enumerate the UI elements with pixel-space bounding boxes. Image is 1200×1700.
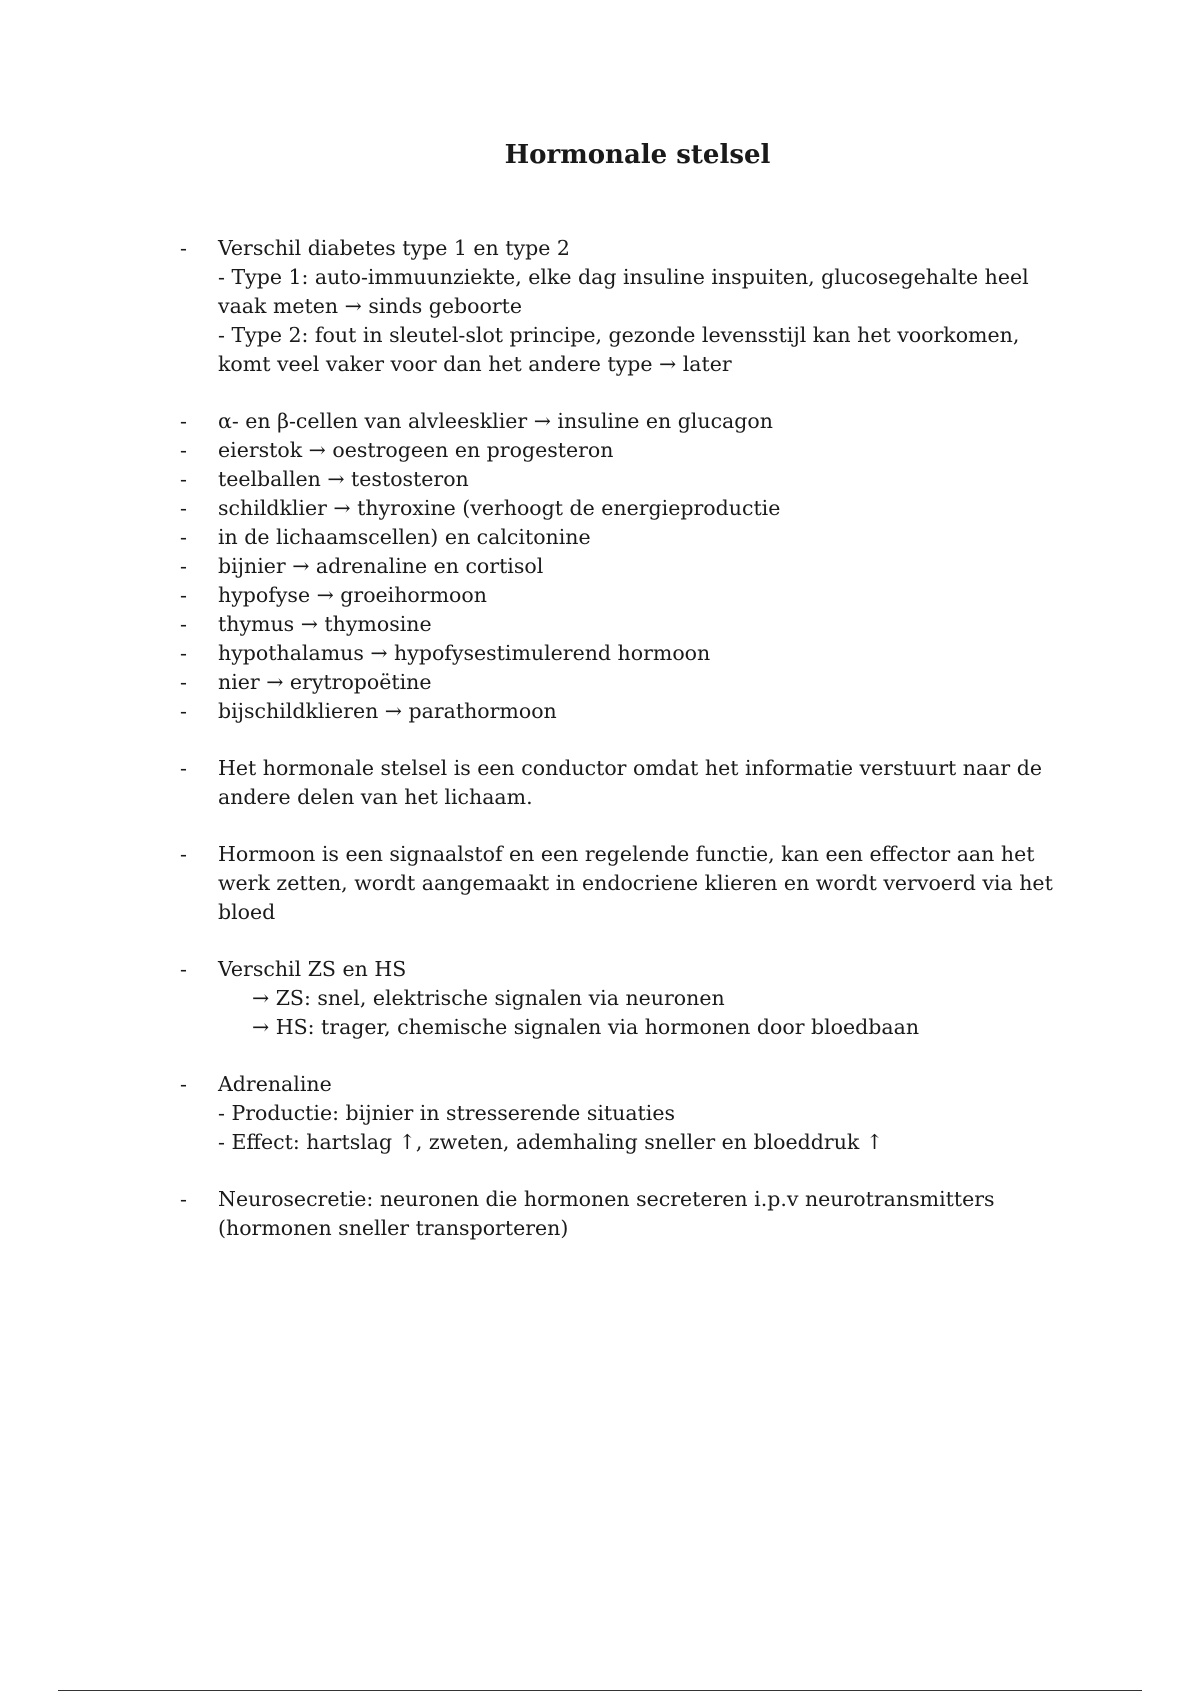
bullet-dash: - [180,957,187,981]
adrenaline-productie: - Productie: bijnier in stresserende situaties [218,1101,676,1125]
bullet-dash: - [180,612,187,636]
conductor-section [180,754,1060,812]
bullet-dash: - [180,409,187,433]
list-item [180,754,1060,812]
page-title: Hormonale stelsel [504,140,771,170]
gland-item: in de lichaamscellen) en calcitonine [218,525,591,549]
neurosecretie-text: Neurosecretie: neuronen die hormonen secreteren i.p.v neurotransmitters (hormonen sneller transporteren) [218,1187,995,1240]
list-item [180,1185,1060,1243]
gland-item: thymus → thymosine [218,612,432,636]
bullet-dash: - [180,1187,187,1211]
list-item [180,407,1060,436]
gland-item: α- en β-cellen van alvleesklier → insuline en glucagon [218,409,773,433]
gland-item: bijschildklieren → parathormoon [218,699,557,723]
notes-content [180,234,1060,1271]
list-item [180,552,1060,581]
hs-line: → HS: trager, chemische signalen via hormonen door bloedbaan [252,1015,920,1039]
glands-list [180,407,1060,726]
gland-item: hypofyse → groeihormoon [218,583,487,607]
gland-item: teelballen → testosteron [218,467,469,491]
diabetes-heading: Verschil diabetes type 1 en type 2 [218,236,570,260]
bullet-dash: - [180,1072,187,1096]
diabetes-type1: - Type 1: auto-immuunziekte, elke dag insuline inspuiten, glucosegehalte heel vaak meten → sinds geboorte [218,265,1029,318]
list-item [180,639,1060,668]
list-item [180,581,1060,610]
gland-item: schildklier → thyroxine (verhoogt de energieproductie [218,496,781,520]
gland-item: hypothalamus → hypofysestimulerend hormoon [218,641,711,665]
list-item [180,840,1060,927]
gland-item: nier → erytropoëtine [218,670,432,694]
conductor-text: Het hormonale stelsel is een conductor omdat het informatie verstuurt naar de andere delen van het lichaam. [218,756,1043,809]
footer-divider [58,1690,1142,1691]
bullet-dash: - [180,496,187,520]
list-item [180,436,1060,465]
zs-line: → ZS: snel, elektrische signalen via neuronen [252,986,725,1010]
gland-item: eierstok → oestrogeen en progesteron [218,438,614,462]
bullet-dash: - [180,756,187,780]
zs-hs-section [180,955,1060,1042]
adrenaline-effect: - Effect: hartslag ↑, zweten, ademhaling sneller en bloeddruk ↑ [218,1130,884,1154]
list-item [180,494,1060,523]
bullet-dash: - [180,583,187,607]
list-item [180,697,1060,726]
bullet-dash: - [180,525,187,549]
hormoon-section [180,840,1060,927]
zs-hs-heading: Verschil ZS en HS [218,957,407,981]
list-item [180,610,1060,639]
list-item [180,1070,1060,1157]
diabetes-type2: - Type 2: fout in sleutel-slot principe, gezonde levensstijl kan het voorkomen, komt veel vaker voor dan het andere type → later [218,323,1020,376]
bullet-dash: - [180,438,187,462]
bullet-dash: - [180,699,187,723]
bullet-dash: - [180,554,187,578]
bullet-dash: - [180,467,187,491]
bullet-dash: - [180,641,187,665]
list-item [180,465,1060,494]
bullet-dash: - [180,842,187,866]
bullet-dash: - [180,236,187,260]
diabetes-section [180,234,1060,379]
list-item [180,668,1060,697]
list-item [180,234,1060,379]
list-item [180,523,1060,552]
bullet-dash: - [180,670,187,694]
neurosecretie-section [180,1185,1060,1243]
hormoon-text: Hormoon is een signaalstof en een regelende functie, kan een effector aan het werk zetten, wordt aangemaakt in endocriene klieren en wordt vervoerd via het bloed [218,842,1053,924]
list-item [180,955,1060,1042]
gland-item: bijnier → adrenaline en cortisol [218,554,544,578]
adrenaline-heading: Adrenaline [218,1072,332,1096]
adrenaline-section [180,1070,1060,1157]
